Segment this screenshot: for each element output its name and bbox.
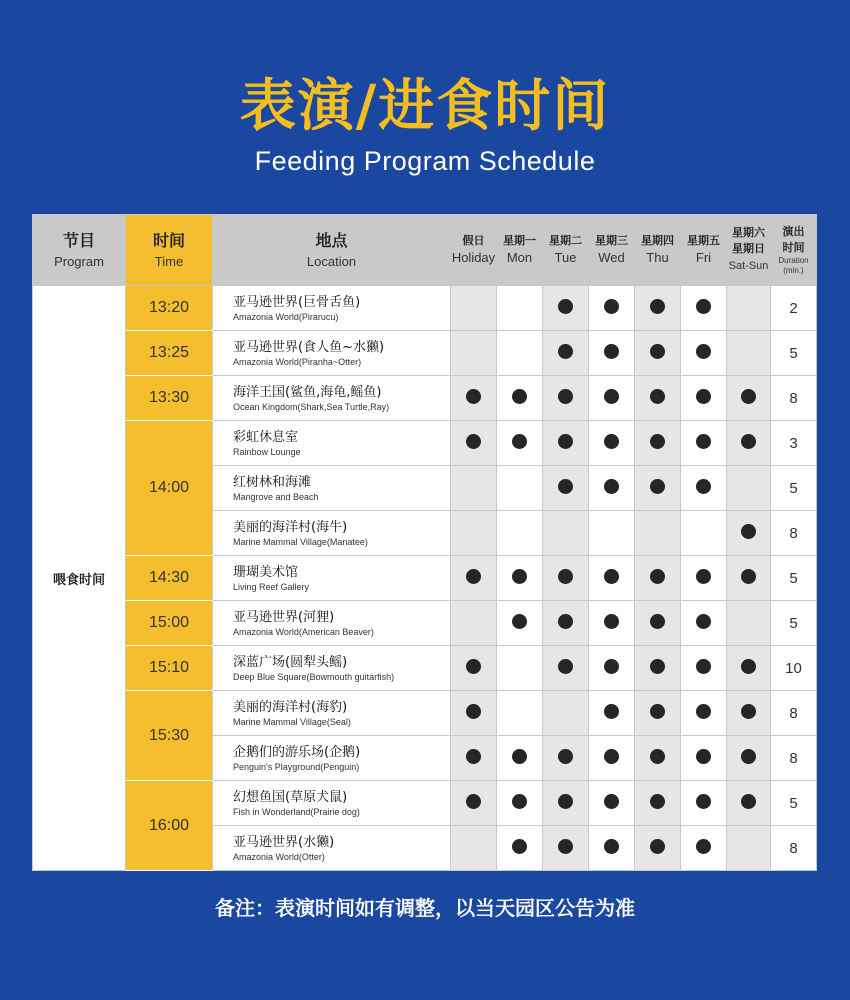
day-cell-wed <box>589 511 635 556</box>
day-cell-fri <box>681 466 727 511</box>
day-cell-satsun <box>727 286 771 331</box>
scheduled-dot-icon <box>696 659 711 674</box>
day-cell-tue <box>543 511 589 556</box>
scheduled-dot-icon <box>512 614 527 629</box>
day-cell-tue <box>543 781 589 826</box>
duration-cell: 8 <box>771 826 817 871</box>
schedule-grid <box>32 214 817 871</box>
scheduled-dot-icon <box>741 524 756 539</box>
location-name-en: Ocean Kingdom(Shark,Sea Turtle,Ray) <box>233 401 390 412</box>
scheduled-dot-icon <box>466 794 481 809</box>
location-name-cn: 海洋王国(鲨鱼,海龟,鳐鱼) <box>233 384 382 400</box>
header-tue-en: Tue <box>554 250 577 265</box>
table-row <box>33 646 817 691</box>
header-satsun-en: Sat-Sun <box>728 260 769 272</box>
location-name-en: Rainbow Lounge <box>233 446 301 457</box>
location-name-en: Fish in Wonderland(Prairie dog) <box>233 806 360 817</box>
location-name-en: Amazonia World(Otter) <box>233 851 325 862</box>
location-name-en: Penguin's Playground(Penguin) <box>233 761 360 772</box>
header-mon-cn: 星期一 <box>503 234 536 247</box>
scheduled-dot-icon <box>466 434 481 449</box>
scheduled-dot-icon <box>741 659 756 674</box>
duration-cell: 8 <box>771 376 817 421</box>
day-cell-satsun <box>727 556 771 601</box>
scheduled-dot-icon <box>650 704 665 719</box>
day-cell-fri <box>681 601 727 646</box>
day-cell-thu <box>635 691 681 736</box>
day-cell-tue <box>543 601 589 646</box>
scheduled-dot-icon <box>604 839 619 854</box>
location-name-cn: 美丽的海洋村(海豹) <box>233 699 348 715</box>
scheduled-dot-icon <box>466 704 481 719</box>
day-cell-mon <box>497 376 543 421</box>
day-cell-thu <box>635 736 681 781</box>
time-cell: 15:30 <box>126 691 213 781</box>
header-mon <box>497 215 543 286</box>
day-cell-thu <box>635 826 681 871</box>
day-cell-wed <box>589 691 635 736</box>
location-name-en: Marine Mammal Village(Seal) <box>233 716 351 727</box>
scheduled-dot-icon <box>650 659 665 674</box>
scheduled-dot-icon <box>558 749 573 764</box>
scheduled-dot-icon <box>604 614 619 629</box>
day-cell-fri <box>681 736 727 781</box>
program-cell: 喂食时间 <box>33 286 126 871</box>
scheduled-dot-icon <box>604 344 619 359</box>
day-cell-satsun <box>727 646 771 691</box>
table-row <box>33 601 817 646</box>
header-program-en: Program <box>54 254 104 269</box>
day-cell-wed <box>589 601 635 646</box>
day-cell-thu <box>635 466 681 511</box>
scheduled-dot-icon <box>696 569 711 584</box>
day-cell-tue <box>543 556 589 601</box>
schedule-body <box>33 286 817 871</box>
scheduled-dot-icon <box>696 344 711 359</box>
header-fri-en: Fri <box>695 250 712 265</box>
time-cell: 16:00 <box>126 781 213 871</box>
day-cell-tue <box>543 691 589 736</box>
location-name-cn: 亚马逊世界(河狸) <box>233 609 335 625</box>
header-wed-cn: 星期三 <box>595 234 628 247</box>
scheduled-dot-icon <box>650 839 665 854</box>
scheduled-dot-icon <box>696 614 711 629</box>
day-cell-tue <box>543 286 589 331</box>
scheduled-dot-icon <box>604 569 619 584</box>
scheduled-dot-icon <box>650 749 665 764</box>
day-cell-holiday <box>451 376 497 421</box>
scheduled-dot-icon <box>558 389 573 404</box>
duration-cell: 8 <box>771 691 817 736</box>
header-location-cn: 地点 <box>315 231 348 250</box>
scheduled-dot-icon <box>696 479 711 494</box>
scheduled-dot-icon <box>466 389 481 404</box>
day-cell-fri <box>681 556 727 601</box>
day-cell-holiday <box>451 511 497 556</box>
header-thu-en: Thu <box>646 250 669 265</box>
day-cell-fri <box>681 376 727 421</box>
day-cell-wed <box>589 421 635 466</box>
location-cell <box>213 421 451 466</box>
day-cell-satsun <box>727 421 771 466</box>
scheduled-dot-icon <box>558 569 573 584</box>
day-cell-tue <box>543 826 589 871</box>
day-cell-tue <box>543 736 589 781</box>
header-wed <box>589 215 635 286</box>
day-cell-thu <box>635 286 681 331</box>
day-cell-wed <box>589 781 635 826</box>
location-cell <box>213 376 451 421</box>
scheduled-dot-icon <box>512 569 527 584</box>
day-cell-mon <box>497 511 543 556</box>
day-cell-satsun <box>727 781 771 826</box>
scheduled-dot-icon <box>558 659 573 674</box>
time-cell: 15:00 <box>126 601 213 646</box>
scheduled-dot-icon <box>650 614 665 629</box>
duration-cell: 3 <box>771 421 817 466</box>
duration-cell: 5 <box>771 331 817 376</box>
scheduled-dot-icon <box>650 434 665 449</box>
header-thu <box>635 215 681 286</box>
duration-cell: 8 <box>771 511 817 556</box>
header-duration-unit: (min.) <box>783 266 804 275</box>
header-program-cn: 节目 <box>62 231 95 250</box>
scheduled-dot-icon <box>604 704 619 719</box>
location-cell <box>213 511 451 556</box>
scheduled-dot-icon <box>466 659 481 674</box>
scheduled-dot-icon <box>604 794 619 809</box>
day-cell-thu <box>635 646 681 691</box>
day-cell-mon <box>497 781 543 826</box>
day-cell-satsun <box>727 691 771 736</box>
scheduled-dot-icon <box>696 434 711 449</box>
day-cell-satsun <box>727 466 771 511</box>
day-cell-holiday <box>451 556 497 601</box>
day-cell-holiday <box>451 421 497 466</box>
header-holiday <box>451 215 497 286</box>
location-name-cn: 企鹅们的游乐场(企鹅) <box>233 744 361 760</box>
scheduled-dot-icon <box>696 794 711 809</box>
day-cell-satsun <box>727 511 771 556</box>
day-cell-wed <box>589 646 635 691</box>
location-name-en: Mangrove and Beach <box>233 491 319 502</box>
scheduled-dot-icon <box>558 794 573 809</box>
location-cell <box>213 781 451 826</box>
scheduled-dot-icon <box>512 749 527 764</box>
day-cell-mon <box>497 601 543 646</box>
scheduled-dot-icon <box>558 839 573 854</box>
time-cell: 13:25 <box>126 331 213 376</box>
scheduled-dot-icon <box>512 434 527 449</box>
header-holiday-en: Holiday <box>451 250 496 265</box>
page-subtitle: Feeding Program Schedule <box>254 146 596 176</box>
day-cell-wed <box>589 286 635 331</box>
day-cell-holiday <box>451 286 497 331</box>
day-cell-holiday <box>451 826 497 871</box>
scheduled-dot-icon <box>558 614 573 629</box>
header-satsun <box>727 215 771 286</box>
day-cell-tue <box>543 331 589 376</box>
header-sun-cn: 星期日 <box>732 242 765 255</box>
day-cell-thu <box>635 331 681 376</box>
header-fri-cn: 星期五 <box>687 234 720 247</box>
table-row <box>33 691 817 736</box>
day-cell-holiday <box>451 466 497 511</box>
header-holiday-cn: 假日 <box>462 234 485 247</box>
day-cell-mon <box>497 691 543 736</box>
header-tue <box>543 215 589 286</box>
day-cell-satsun <box>727 331 771 376</box>
header-duration <box>771 215 817 286</box>
day-cell-thu <box>635 601 681 646</box>
location-name-en: Amazonia World(Pirarucu) <box>233 311 339 322</box>
day-cell-thu <box>635 511 681 556</box>
scheduled-dot-icon <box>696 389 711 404</box>
day-cell-holiday <box>451 331 497 376</box>
header-time <box>126 215 213 286</box>
day-cell-tue <box>543 376 589 421</box>
location-cell <box>213 601 451 646</box>
location-cell <box>213 826 451 871</box>
header-time-en: Time <box>154 254 184 269</box>
footer-note: 备注：表演时间如有调整，以当天园区公告为准 <box>215 896 635 920</box>
day-cell-mon <box>497 556 543 601</box>
day-cell-holiday <box>451 781 497 826</box>
location-name-cn: 彩虹休息室 <box>233 429 299 445</box>
time-cell: 14:30 <box>126 556 213 601</box>
day-cell-thu <box>635 421 681 466</box>
table-row <box>33 331 817 376</box>
scheduled-dot-icon <box>650 569 665 584</box>
day-cell-satsun <box>727 736 771 781</box>
location-name-en: Amazonia World(Piranha~Otter) <box>233 356 362 367</box>
day-cell-fri <box>681 646 727 691</box>
scheduled-dot-icon <box>512 794 527 809</box>
duration-cell: 5 <box>771 556 817 601</box>
location-cell <box>213 556 451 601</box>
page-title: 表演/进食时间 <box>239 74 611 139</box>
day-cell-mon <box>497 331 543 376</box>
day-cell-mon <box>497 736 543 781</box>
scheduled-dot-icon <box>650 479 665 494</box>
day-cell-mon <box>497 466 543 511</box>
scheduled-dot-icon <box>466 569 481 584</box>
table-row <box>33 421 817 466</box>
scheduled-dot-icon <box>650 344 665 359</box>
day-cell-fri <box>681 421 727 466</box>
header-duration-cn1: 演出 <box>782 225 805 238</box>
day-cell-holiday <box>451 646 497 691</box>
scheduled-dot-icon <box>741 704 756 719</box>
scheduled-dot-icon <box>741 794 756 809</box>
header-thu-cn: 星期四 <box>641 234 674 247</box>
scheduled-dot-icon <box>741 749 756 764</box>
duration-cell: 8 <box>771 736 817 781</box>
day-cell-wed <box>589 736 635 781</box>
time-cell: 13:30 <box>126 376 213 421</box>
location-cell <box>213 646 451 691</box>
time-cell: 15:10 <box>126 646 213 691</box>
day-cell-holiday <box>451 601 497 646</box>
duration-cell: 2 <box>771 286 817 331</box>
scheduled-dot-icon <box>558 434 573 449</box>
location-name-cn: 亚马逊世界(水獭) <box>233 834 335 850</box>
day-cell-mon <box>497 646 543 691</box>
scheduled-dot-icon <box>696 839 711 854</box>
day-cell-thu <box>635 556 681 601</box>
location-cell <box>213 466 451 511</box>
header-location <box>213 215 451 286</box>
location-name-cn: 珊瑚美术馆 <box>233 564 299 580</box>
header-wed-en: Wed <box>598 250 625 265</box>
day-cell-fri <box>681 511 727 556</box>
day-cell-satsun <box>727 601 771 646</box>
scheduled-dot-icon <box>604 434 619 449</box>
scheduled-dot-icon <box>696 299 711 314</box>
day-cell-tue <box>543 421 589 466</box>
scheduled-dot-icon <box>696 749 711 764</box>
location-name-cn: 亚马逊世界(食人鱼~水獭) <box>233 339 385 355</box>
location-cell <box>213 691 451 736</box>
header-time-cn: 时间 <box>152 231 185 250</box>
scheduled-dot-icon <box>604 299 619 314</box>
duration-cell: 5 <box>771 781 817 826</box>
scheduled-dot-icon <box>741 434 756 449</box>
scheduled-dot-icon <box>604 479 619 494</box>
table-row <box>33 781 817 826</box>
scheduled-dot-icon <box>466 749 481 764</box>
day-cell-tue <box>543 466 589 511</box>
location-cell <box>213 331 451 376</box>
location-cell <box>213 286 451 331</box>
location-name-en: Marine Mammal Village(Manatee) <box>233 536 368 547</box>
day-cell-wed <box>589 826 635 871</box>
table-row <box>33 556 817 601</box>
duration-cell: 5 <box>771 466 817 511</box>
day-cell-wed <box>589 376 635 421</box>
day-cell-satsun <box>727 826 771 871</box>
day-cell-tue <box>543 646 589 691</box>
day-cell-wed <box>589 556 635 601</box>
header-fri <box>681 215 727 286</box>
table-row <box>33 376 817 421</box>
day-cell-fri <box>681 781 727 826</box>
scheduled-dot-icon <box>512 839 527 854</box>
header-duration-cn2: 时间 <box>782 241 805 254</box>
location-cell <box>213 736 451 781</box>
scheduled-dot-icon <box>604 659 619 674</box>
schedule-table <box>32 214 816 868</box>
scheduled-dot-icon <box>512 389 527 404</box>
day-cell-fri <box>681 691 727 736</box>
header-location-en: Location <box>306 254 357 269</box>
duration-cell: 5 <box>771 601 817 646</box>
scheduled-dot-icon <box>558 479 573 494</box>
duration-cell: 10 <box>771 646 817 691</box>
location-name-cn: 美丽的海洋村(海牛) <box>233 519 348 535</box>
time-cell: 14:00 <box>126 421 213 556</box>
day-cell-thu <box>635 376 681 421</box>
scheduled-dot-icon <box>558 299 573 314</box>
day-cell-thu <box>635 781 681 826</box>
day-cell-wed <box>589 466 635 511</box>
scheduled-dot-icon <box>741 389 756 404</box>
location-name-cn: 亚马逊世界(巨骨舌鱼) <box>233 294 361 310</box>
time-cell: 13:20 <box>126 286 213 331</box>
header-tue-cn: 星期二 <box>549 234 582 247</box>
location-name-cn: 深蓝广场(圆犁头鳐) <box>233 654 348 670</box>
scheduled-dot-icon <box>650 794 665 809</box>
header-sat-cn: 星期六 <box>732 226 765 239</box>
scheduled-dot-icon <box>558 344 573 359</box>
day-cell-mon <box>497 286 543 331</box>
day-cell-mon <box>497 421 543 466</box>
table-row <box>33 286 817 331</box>
location-name-cn: 红树林和海滩 <box>233 474 312 490</box>
day-cell-holiday <box>451 736 497 781</box>
day-cell-fri <box>681 331 727 376</box>
location-name-cn: 幻想鱼国(草原犬鼠) <box>233 789 348 805</box>
scheduled-dot-icon <box>604 749 619 764</box>
day-cell-holiday <box>451 691 497 736</box>
location-name-en: Deep Blue Square(Bowmouth guitarfish) <box>233 671 395 682</box>
scheduled-dot-icon <box>650 389 665 404</box>
header-mon-en: Mon <box>506 250 533 265</box>
day-cell-wed <box>589 331 635 376</box>
header-row <box>33 215 817 286</box>
scheduled-dot-icon <box>696 704 711 719</box>
day-cell-fri <box>681 826 727 871</box>
location-name-en: Living Reef Gallery <box>233 581 310 592</box>
day-cell-mon <box>497 826 543 871</box>
scheduled-dot-icon <box>604 389 619 404</box>
day-cell-satsun <box>727 376 771 421</box>
day-cell-fri <box>681 286 727 331</box>
scheduled-dot-icon <box>741 569 756 584</box>
header-duration-en: Duration <box>778 256 809 265</box>
scheduled-dot-icon <box>650 299 665 314</box>
header-program <box>33 215 126 286</box>
location-name-en: Amazonia World(American Beaver) <box>233 626 374 637</box>
